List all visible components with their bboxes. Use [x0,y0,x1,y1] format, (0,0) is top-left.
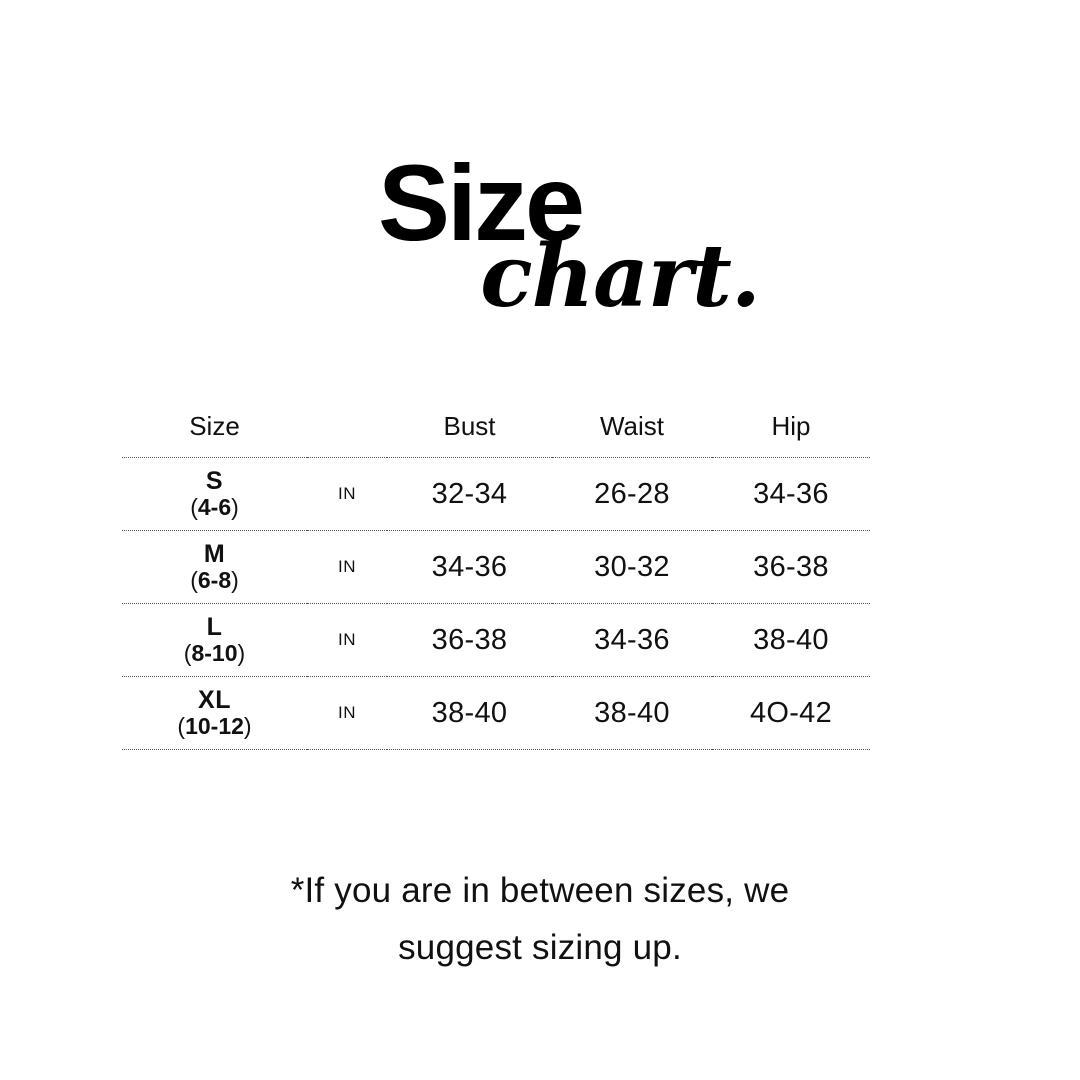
cell-bust: 32-34 [431,477,508,510]
table-row [122,531,870,604]
paren-open: ( [183,640,192,666]
table-row [122,604,870,677]
table-row [122,677,870,750]
paren-close: ) [231,494,239,520]
size-table-body [122,458,870,750]
size-range-value: 8-10 [191,640,238,666]
cell-bust: 36-38 [431,623,508,656]
cell-waist: 30-32 [594,550,670,583]
footnote [180,862,900,976]
size-range [122,642,307,665]
cell-waist: 38-40 [594,696,670,729]
paren-close: ) [231,567,239,593]
size-table [122,395,870,750]
column-header-bust: Bust [443,410,496,441]
cell-size [122,531,307,604]
cell-size [122,604,307,677]
size-range-value: 6-8 [197,567,232,593]
cell-hip: 34-36 [753,477,829,510]
size-range-value: 10-12 [185,713,244,739]
footnote-line1: *If you are in between sizes, we [290,871,790,910]
cell-unit: IN [338,630,356,649]
cell-unit: IN [338,703,356,722]
page-title-line1: Size [377,142,583,263]
size-table-head [122,395,870,458]
paren-close: ) [243,713,252,739]
paren-open: ( [190,567,198,593]
table-header-row [122,395,870,458]
size-table-wrapper [122,395,870,750]
paren-close: ) [237,640,246,666]
page-title-line2: chart. [480,226,760,327]
cell-unit: IN [338,484,356,503]
column-header-size: Size [189,410,240,441]
table-row [122,458,870,531]
cell-bust: 34-36 [431,550,508,583]
size-letter: L [206,613,223,641]
size-range [122,569,307,592]
column-header-hip: Hip [771,410,811,441]
cell-size [122,677,307,750]
size-letter: XL [198,686,231,714]
cell-waist: 26-28 [594,477,670,510]
column-header-unit [307,395,387,458]
cell-size [122,458,307,531]
size-letter: M [203,540,226,568]
cell-hip: 4O-42 [749,696,833,729]
cell-waist: 34-36 [594,623,670,656]
size-range [122,496,307,519]
paren-open: ( [190,494,198,520]
page-title [0,142,1080,327]
size-range [122,715,307,738]
column-header-waist: Waist [599,410,665,441]
size-letter: S [205,467,224,495]
size-range-value: 4-6 [197,494,232,520]
cell-hip: 36-38 [753,550,829,583]
footnote-line2: suggest sizing up. [398,928,682,967]
cell-unit: IN [338,557,356,576]
cell-hip: 38-40 [753,623,829,656]
paren-open: ( [177,713,186,739]
cell-bust: 38-40 [431,696,508,729]
